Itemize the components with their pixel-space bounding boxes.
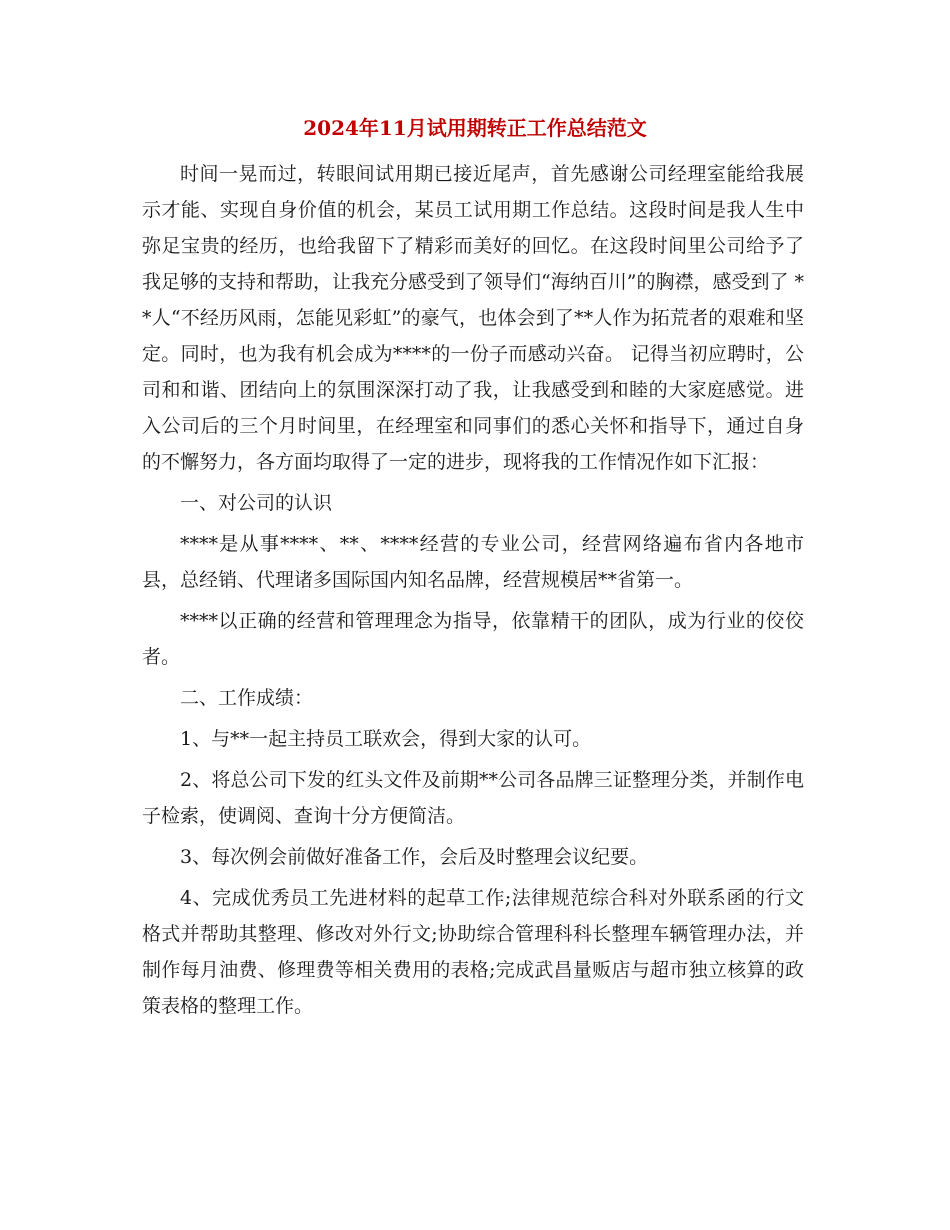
- section-heading-achievements: 二、工作成绩：: [180, 687, 314, 709]
- paragraph-company-overview: ****是从事****、**、****经营的专业公司，经营网络遍布省内各地市县，总经销、代理诸多国际国内知名品牌，经营规模居**省第一。: [142, 533, 804, 591]
- achievement-item-1: 1、与**一起主持员工联欢会，得到大家的认可。: [180, 728, 592, 750]
- achievement-item-3: 3、每次例会前做好准备工作，会后及时整理会议纪要。: [180, 846, 649, 868]
- document-title: 2024年11月试用期转正工作总结范文: [303, 116, 647, 140]
- document-body: [142, 156, 804, 1029]
- achievement-item-2: 2、将总公司下发的红头文件及前期**公司各品牌三证整理分类，并制作电子检索，使调阅、查询十分方便简洁。: [142, 769, 804, 827]
- paragraph-company-philosophy: ****以正确的经营和管理理念为指导，依靠精干的团队，成为行业的佼佼者。: [142, 610, 804, 668]
- section-heading-company: 一、对公司的认识: [180, 492, 333, 514]
- achievement-item-4: 4、完成优秀员工先进材料的起草工作;法律规范综合科对外联系函的行文格式并帮助其整理、修改对外行文;协助综合管理科科长整理车辆管理办法，并制作每月油费、修理费等相关费用的表格;完成武昌量贩店与超市独立核算的政策表格的整理工作。: [142, 887, 804, 1017]
- paragraph-intro: 时间一晃而过，转眼间试用期已接近尾声，首先感谢公司经理室能给我展示才能、实现自身价值的机会，某员工试用期工作总结。这段时间是我人生中弥足宝贵的经历，也给我留下了精彩而美好的回忆。在这段时间里公司给予了我足够的支持和帮助，让我充分感受到了领导们“海纳百川”的胸襟，感受到了 **人“不经历风雨，怎能见彩虹”的豪气，也体会到了**人作为拓荒者的艰难和坚定。同时，也为我有机会成为****的一份子而感动兴奋。 记得当初应聘时，公司和和谐、团结向上的氛围深深打动了我，让我感受到和睦的大家庭感觉。进入公司后的三个月时间里，在经理室和同事们的悉心关怀和指导下，通过自身的不懈努力，各方面均取得了一定的进步，现将我的工作情况作如下汇报：: [142, 163, 804, 473]
